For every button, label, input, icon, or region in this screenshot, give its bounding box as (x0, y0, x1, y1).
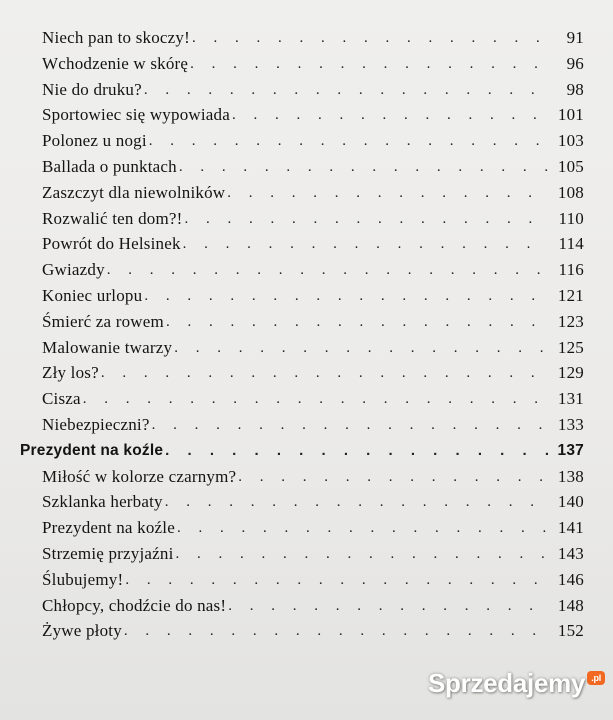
toc-entry-page: 98 (566, 79, 584, 99)
toc-entry-title: Nie do druku? (42, 79, 142, 99)
toc-entry-page: 91 (566, 28, 584, 47)
dot-leader (124, 621, 548, 641)
toc-entry-page: 103 (557, 131, 584, 151)
toc-entry-page: 108 (557, 182, 584, 202)
toc-section-heading (20, 437, 584, 461)
toc-entry (42, 566, 584, 590)
dot-leader (192, 28, 548, 48)
toc-entry-title: Rozwalić ten dom?! (42, 208, 183, 228)
dot-leader (176, 544, 548, 564)
dot-leader (183, 234, 548, 254)
toc-entry-page: 96 (566, 53, 584, 73)
toc-entry (42, 76, 584, 100)
toc-entry-title: Niech pan to skoczy! (42, 28, 190, 47)
dot-leader (165, 492, 548, 512)
toc-entry (42, 592, 584, 616)
dot-leader (232, 105, 548, 125)
toc-entry-title: Zaszczyt dla niewolników (42, 182, 226, 202)
toc-entry-title: Zły los? (42, 363, 99, 383)
toc-entry (42, 50, 584, 74)
dot-leader (149, 131, 548, 151)
dot-leader (83, 389, 548, 409)
toc-entry-page: 123 (557, 311, 584, 331)
toc-entry-title: Sportowiec się wypowiada (42, 105, 230, 125)
toc-entry-page: 121 (557, 286, 584, 305)
toc-entry-title: Ślubujemy! (42, 569, 124, 589)
toc-entry-title: Polonez u nogi (42, 131, 147, 151)
toc-entry-title: Prezydent na koźle (20, 441, 164, 459)
watermark-brand: Sprzedajemy (428, 668, 586, 698)
dot-leader (179, 157, 548, 177)
toc-entry-page: 148 (557, 595, 584, 615)
toc-entry (42, 308, 584, 332)
dot-leader (144, 286, 548, 306)
toc-entry (42, 514, 584, 538)
watermark-badge: .pl (587, 671, 605, 685)
dot-leader (107, 260, 548, 280)
toc-entry (42, 127, 584, 151)
toc-entry-title: Koniec urlopu (42, 286, 143, 305)
dot-leader (185, 209, 549, 229)
toc-entry (42, 256, 584, 280)
toc-entry-page: 152 (557, 621, 584, 641)
toc-entry-page: 133 (557, 415, 584, 434)
toc-entry-page: 137 (557, 441, 584, 459)
toc-entry-page: 131 (557, 389, 584, 409)
toc-entry-page: 141 (557, 518, 584, 538)
toc-entry (42, 153, 584, 177)
dot-leader (125, 570, 548, 590)
toc-entry-page: 125 (557, 337, 584, 357)
toc-entry-page: 114 (558, 234, 584, 254)
toc-entry-title: Prezydent na koźle (42, 518, 175, 538)
toc-entry-title: Malowanie twarzy (42, 337, 173, 357)
dot-leader (227, 183, 548, 203)
toc-entry (42, 24, 584, 48)
dot-leader (238, 467, 548, 487)
toc-entry-title: Miłość w kolorze czarnym? (42, 466, 237, 486)
dot-leader (165, 441, 548, 461)
toc-entry-title: Chłopcy, chodźcie do nas! (42, 595, 227, 615)
toc-entry (42, 540, 584, 564)
dot-leader (166, 312, 548, 332)
toc-entry-title: Śmierć za rowem (42, 311, 164, 331)
toc-entry-title: Wchodzenie w skórę (42, 53, 189, 73)
toc-entry-title: Żywe płoty (42, 621, 122, 641)
toc-entry-page: 143 (557, 544, 584, 563)
toc-entry (42, 282, 584, 306)
dot-leader (101, 363, 548, 383)
toc-entry-title: Szklanka herbaty (42, 492, 163, 512)
toc-entry-title: Strzemię przyjaźni (42, 544, 174, 563)
sprzedajemy-watermark (428, 668, 605, 699)
toc-entry-page: 138 (557, 466, 584, 486)
toc-entry (42, 230, 584, 254)
toc-entry-title: Ballada o punktach (42, 157, 177, 176)
toc-entry-title: Cisza (42, 389, 81, 409)
toc-entry-page: 105 (557, 157, 584, 176)
dot-leader (177, 518, 548, 538)
toc-entry-page: 110 (558, 208, 584, 228)
toc-entry (42, 463, 584, 487)
toc-entry-title: Niebezpieczni? (42, 415, 150, 434)
toc-entry-page: 140 (557, 492, 584, 512)
toc-entry (42, 359, 584, 383)
toc-entry (42, 617, 584, 641)
dot-leader (228, 596, 548, 616)
toc-entry (42, 101, 584, 125)
toc-entry (42, 179, 584, 203)
toc-entry-page: 116 (558, 260, 584, 280)
dot-leader (174, 338, 548, 358)
toc-entry-page: 101 (557, 105, 584, 125)
toc-entry-title: Powrót do Helsinek (42, 234, 181, 254)
toc-entry (42, 334, 584, 358)
toc-entry (42, 205, 584, 229)
toc-entry (42, 488, 584, 512)
dot-leader (152, 415, 548, 435)
toc-entry-title: Gwiazdy (42, 260, 105, 280)
toc-entry (42, 385, 584, 409)
toc-entry-page: 146 (557, 569, 584, 589)
dot-leader (190, 54, 548, 74)
dot-leader (144, 80, 548, 100)
toc-entry-page: 129 (557, 363, 584, 383)
toc-entry (42, 411, 584, 435)
